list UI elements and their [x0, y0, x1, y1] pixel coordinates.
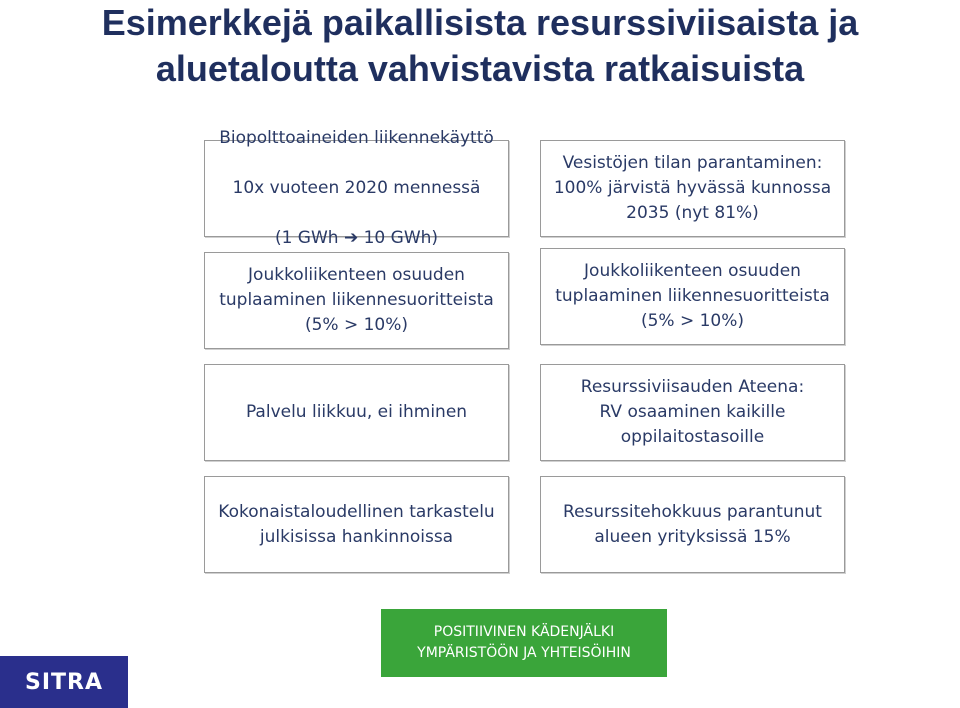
box-service-moves: [204, 364, 509, 461]
box-biofuel-text: [219, 101, 494, 276]
box-water-quality: [540, 140, 845, 237]
positive-handprint-text: POSITIIVINEN KÄDENJÄLKI YMPÄRISTÖÖN JA YHTEISÖIHIN: [417, 624, 631, 661]
box-biofuel-line-3-prefix: (1 GWh: [274, 228, 344, 248]
box-resource-efficiency-text: Resurssitehokkuus parantunut alueen yrityksissä 15%: [563, 501, 822, 547]
positive-handprint-box: [381, 609, 667, 677]
box-biofuel-target: [204, 128, 509, 248]
box-public-transport-left-text: Joukkoliikenteen osuuden tuplaaminen liikennesuoritteista (5% > 10%): [219, 265, 494, 335]
sitra-logo-text: SITRA: [24, 669, 103, 695]
box-public-transport-right-text: Joukkoliikenteen osuuden tuplaaminen liikennesuoritteista (5% > 10%): [555, 261, 830, 331]
box-biofuel-line-3-suffix: 10 GWh): [358, 228, 439, 248]
box-public-procurement: [204, 476, 509, 573]
box-biofuel-line-1: Biopolttoaineiden liikennekäyttö: [219, 128, 494, 148]
sitra-logo: [0, 656, 128, 708]
page-title-line-1: Esimerkkejä paikallisista resurssiviisaista ja: [101, 2, 859, 43]
box-resource-wisdom-athens: [540, 364, 845, 461]
page-title: [0, 0, 960, 92]
arrow-right-icon: ➔: [343, 228, 359, 248]
box-service-moves-text: Palvelu liikkuu, ei ihminen: [245, 402, 468, 422]
box-biofuel-line-2: 10x vuoteen 2020 mennessä: [232, 178, 481, 198]
box-resource-efficiency: [540, 476, 845, 573]
box-water-quality-text: Vesistöjen tilan parantaminen: 100% järvistä hyvässä kunnossa 2035 (nyt 81%): [553, 153, 832, 223]
box-public-procurement-text: Kokonaistaloudellinen tarkastelu julkisissa hankinnoissa: [218, 501, 495, 547]
box-resource-wisdom-athens-text: Resurssiviisauden Ateena: RV osaaminen kaikille oppilaitostasoille: [580, 377, 805, 447]
box-public-transport-right: [540, 248, 845, 345]
box-public-transport-left: [204, 252, 509, 349]
page-title-line-2: aluetaloutta vahvistavista ratkaisuista: [155, 48, 805, 89]
box-biofuel-line-3: [219, 226, 494, 251]
